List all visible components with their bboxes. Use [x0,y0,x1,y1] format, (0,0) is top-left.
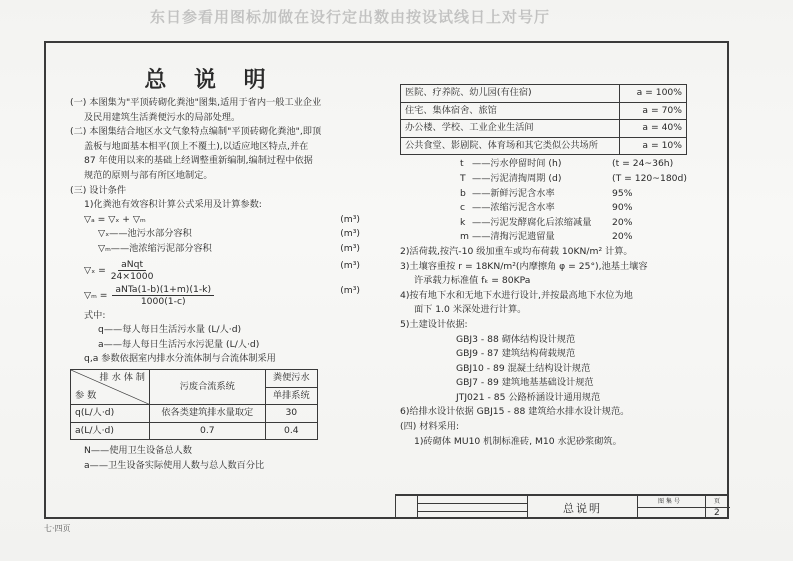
table-cell: 住宅、集体宿舍、旅馆 [401,102,620,120]
parameter-symbol: T [460,172,466,184]
sheet-number: 2 [714,508,720,518]
formula-unit: (m³) [340,213,360,225]
header-left-label: 参 数 [75,389,97,401]
n-definition: N——使用卫生设备总人数 [84,445,192,457]
item-3-soil-line-2: 许承载力标准值 fₖ = 80KPa [414,275,531,287]
parameter-definition [460,230,700,245]
formula-text: ▽ₓ——池污水部分容积 [98,228,192,240]
parameter-table [70,369,318,440]
section-2-line-4: 规范的原则与部有所区地制定。 [84,169,213,181]
table-cell: 依各类建筑排水量取定 [150,405,266,423]
table-header-col2a: 粪便污水 [265,369,317,387]
title-block-title: 总说明 [528,496,638,519]
table-cell: 公共食堂、影剧院、体育场和其它类似公共场所 [401,137,620,155]
numerator: aNqt [118,259,146,271]
a-definition: a——每人每日生活污水污泥量 (L/人·d) [98,338,260,350]
title-block-cell [638,496,706,519]
formula-unit: (m³) [340,259,360,271]
parameter-value: (t = 24~36h) [612,158,674,170]
formula-vm [70,284,390,307]
item-4-groundwater-line-1: 4)按有地下水和无地下水进行设计,并按最高地下水位为地 [400,289,633,301]
formula-unit: (m³) [340,284,360,296]
table-header-diagonal [71,369,150,404]
denominator: 24×1000 [110,270,154,282]
table-cell: q(L/人·d) [71,405,150,423]
design-code: GBJ3 - 88 砌体结构设计规范 [456,333,576,345]
formula-vx [70,259,390,282]
table-cell: 办公楼、学校、工业企业生活间 [401,120,620,138]
table-cell: 0.7 [150,422,266,440]
parameter-value: (T = 120~180d) [612,172,687,184]
parameter-text: ——污泥发酵腐化后浓缩减量 [472,216,592,228]
header-top-label: 排 水 体 制 [99,371,145,383]
title-block-rule [638,507,705,508]
section-3-heading: (三) 设计条件 [70,184,127,196]
section-2-line-1: (二) 本图集结合地区水文气象特点编制"平顶砖砌化粪池",即顶 [70,126,322,138]
parameter-symbol: m [460,231,469,243]
left-column [70,96,390,473]
header-bleed-text: 东日参看用图标加做在设行定出数由按设试线日上对号厅 [150,8,551,26]
formula-unit: (m³) [340,228,360,240]
design-code: JTJ021 - 85 公路桥涵设计通用规范 [456,391,601,403]
section-1-line-1: (一) 本图集为"平顶砖砌化粪池"图集,适用于省内一般工业企业 [70,97,322,108]
table-cell: a(L/人·d) [71,422,150,440]
section-1-line-2: 及民用建筑生活粪便污水的局部处理。 [84,111,241,123]
usage-ratio-table [400,84,687,155]
formula-total-volume [70,213,390,228]
parameter-symbol: t [460,158,464,170]
title-block-cell [418,496,528,519]
denominator: 1000(1-c) [140,295,186,307]
parameter-definition [460,172,700,187]
formula-text: ▽ₐ = ▽ₓ + ▽ₘ [84,213,146,225]
table-cell: a = 70% [620,102,687,120]
table-row [71,369,318,387]
parameter-symbol: b [460,187,466,199]
footer-note: 七·四页 [44,524,71,533]
table-cell: a = 100% [620,85,687,103]
table-header-col2b: 单排系统 [265,387,317,405]
design-code: GBJ7 - 89 建筑地基基础设计规范 [456,377,594,389]
alpha-definition: a——卫生设备实际使用人数与总人数百分比 [84,459,265,471]
parameter-value: 20% [612,231,633,243]
parameter-value: 95% [612,187,633,199]
table-row [401,120,687,138]
table-row [401,85,687,103]
table-row [401,137,687,155]
title-block-cell [706,496,730,519]
formula-text: ▽ₘ——池浓缩污泥部分容积 [98,242,212,254]
formula-lhs: ▽ₓ = [84,264,106,276]
parameter-text: ——污泥清掏周期 (d) [472,172,562,184]
qa-note: q,a 参数依据室内排水分流体制与合流体制采用 [84,353,276,365]
parameter-definition [460,157,700,172]
item-2-live-load: 2)活荷载,按汽-10 级加重车或均布荷载 10KN/m² 计算。 [400,245,633,257]
table-header-col1: 污废合流系统 [150,369,266,404]
section-4-heading: (四) 材料采用: [400,421,460,433]
where-label: 式中: [84,309,106,321]
table-cell: 30 [265,405,317,423]
parameter-symbol: c [460,202,466,214]
item-3-soil-line-1: 3)土壤容重按 r = 18KN/m²(内摩擦角 φ = 25°),池基土壤容 [400,260,648,272]
design-codes-list [400,333,700,406]
section-2-line-3: 87 年使用以来的基础上经调整重新编制,编制过程中依据 [84,155,313,167]
fraction [111,259,154,282]
parameter-definition [460,201,700,216]
title-block-cell [396,496,418,519]
parameter-symbol: k [460,216,466,228]
section-3-item-1: 1)化粪池有效容积计算公式采用及计算参数: [84,199,262,211]
section-4-item-1: 1)砖砌体 MU10 机制标准砖, M10 水泥砂浆砌筑。 [414,435,622,447]
item-6-drainage-basis: 6)给排水设计依据 GBJ15 - 88 建筑给水排水设计规范。 [400,406,630,418]
table-cell: 医院、疗养院、幼儿园(有住宿) [401,85,620,103]
parameter-definition [460,216,700,231]
table-cell: 0.4 [265,422,317,440]
parameter-text: ——浓缩污泥含水率 [472,202,555,214]
numerator: aNTa(1-b)(1+m)(1-k) [112,284,214,296]
atlas-label: 图 集 号 [658,498,680,505]
item-5-basis: 5)土建设计依据: [400,318,468,330]
parameter-text: ——新鲜污泥含水率 [472,187,555,199]
section-2-line-2: 盖板与地面基本相平(顶上不覆土),以适应地区特点,并在 [84,140,309,152]
table-row [71,405,318,423]
formula-unit: (m³) [340,242,360,254]
parameter-value: 20% [612,216,633,228]
page-title: 总 说 明 [144,68,276,93]
right-column [400,84,700,449]
parameter-text: ——污水停留时间 (h) [472,158,562,170]
page-label: 页 [714,498,721,505]
parameter-value: 90% [612,202,633,214]
title-block-rule [418,511,527,512]
formula-def-vx [70,227,390,242]
parameter-text: ——清掏污泥遗留量 [472,231,555,243]
table-cell: a = 10% [620,137,687,155]
table-cell: a = 40% [620,120,687,138]
parameter-definition [460,187,700,202]
design-code: GBJ9 - 87 建筑结构荷载规范 [456,348,576,360]
design-code: GBJ10 - 89 混凝土结构设计规范 [456,362,591,374]
table-row [401,102,687,120]
fraction [112,284,214,307]
q-definition: q——每人每日生活污水量 (L/人·d) [98,324,242,336]
title-block [395,494,729,519]
table-row [71,422,318,440]
parameter-definitions [400,157,700,245]
formula-lhs: ▽ₘ = [84,289,108,301]
item-4-groundwater-line-2: 面下 1.0 米深处进行计算。 [414,304,527,316]
formula-def-vm [70,242,390,257]
title-block-rule [418,503,527,504]
